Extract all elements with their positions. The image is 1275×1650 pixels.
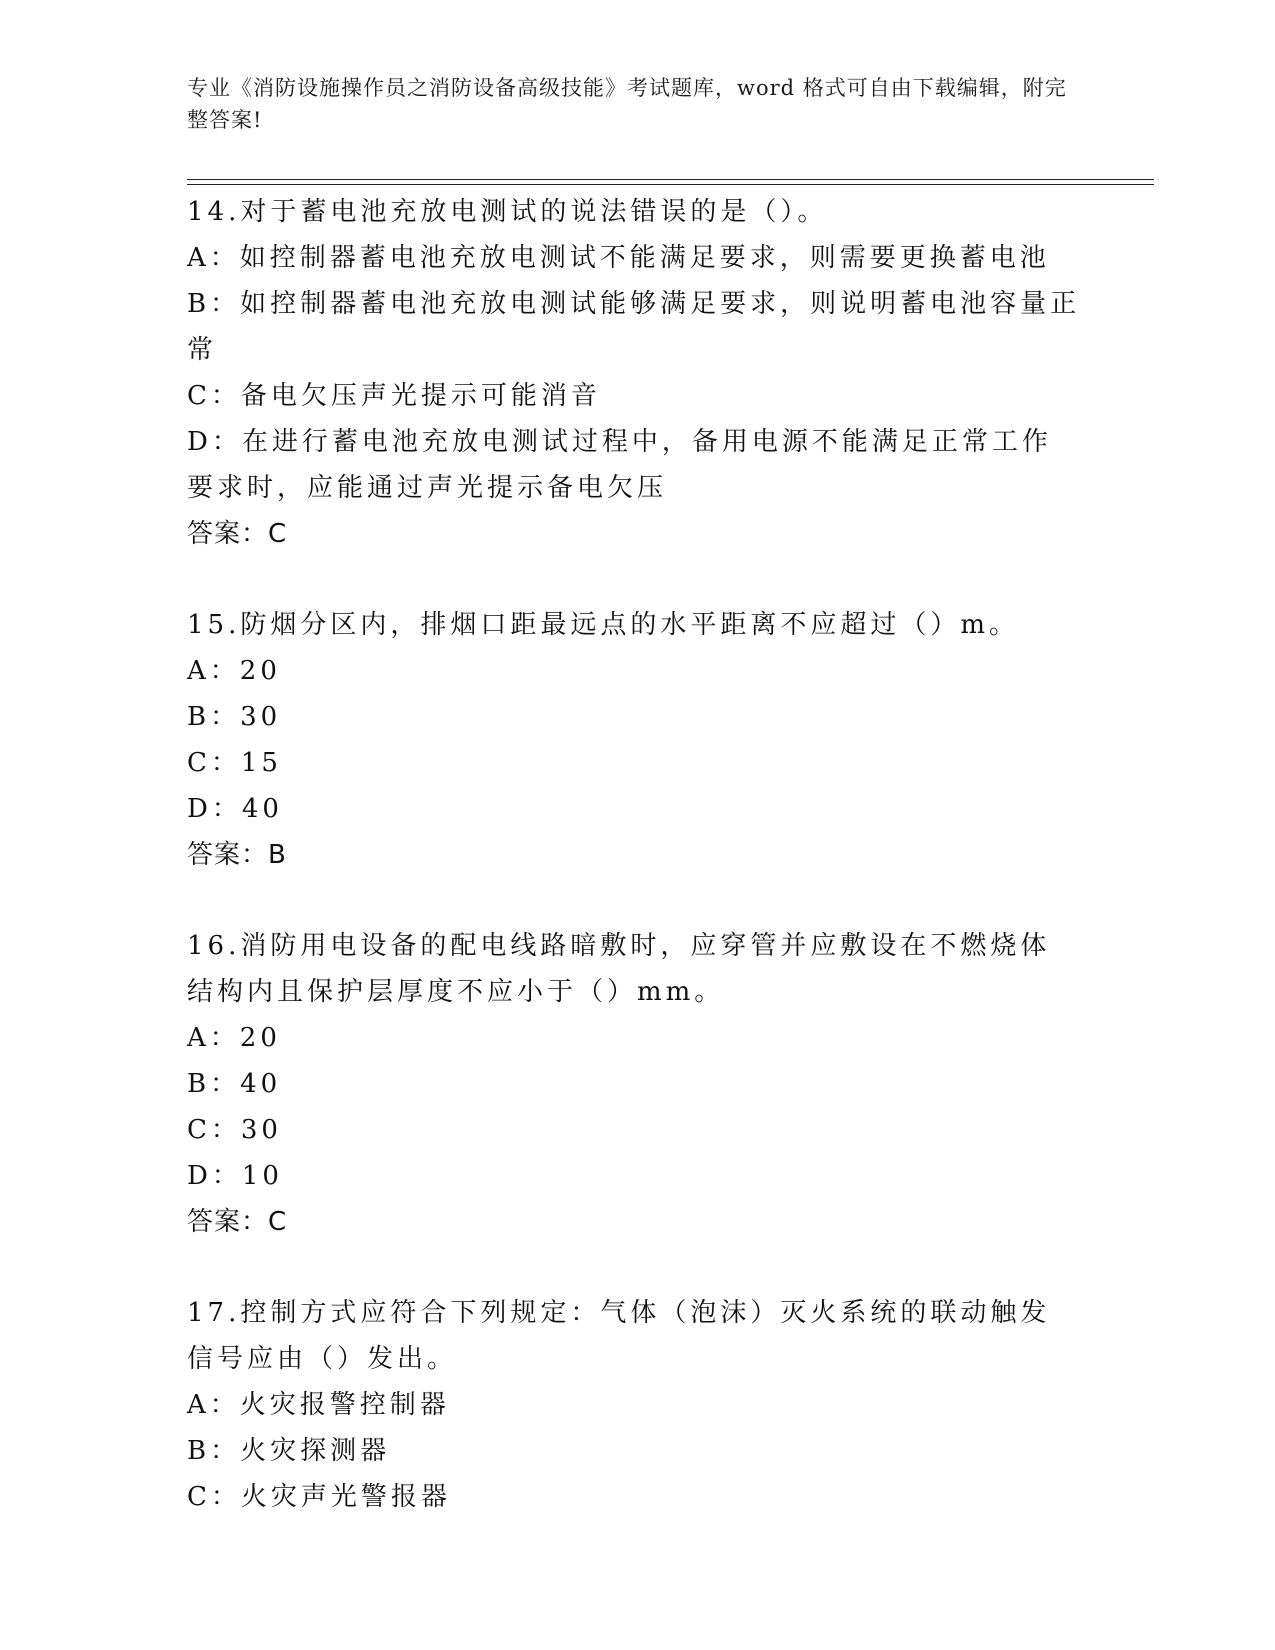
- option-c: C：备电欠压声光提示可能消音: [187, 381, 601, 411]
- option-d: D：10: [187, 1161, 283, 1191]
- option-b: B：如控制器蓄电池充放电测试能够满足要求，则说明蓄电池容量正常: [187, 289, 1081, 365]
- question-14: [187, 189, 1087, 557]
- option-b: B：40: [187, 1069, 282, 1099]
- option-a: A：火灾报警控制器: [187, 1390, 450, 1420]
- question-stem: 16.消防用电设备的配电线路暗敷时，应穿管并应敷设在不燃烧体结构内且保护层厚度不应小于（）mm。: [187, 931, 1051, 1007]
- question-stem: 14.对于蓄电池充放电测试的说法错误的是（）。: [187, 197, 828, 227]
- document-header: 专业《消防设施操作员之消防设备高级技能》考试题库，word 格式可自由下载编辑，附完整答案!: [187, 76, 1067, 132]
- option-a: A：20: [187, 656, 281, 686]
- question-stem: 17.控制方式应符合下列规定：气体（泡沫）灭火系统的联动触发信号应由（）发出。: [187, 1298, 1051, 1374]
- question-17: [187, 1290, 1087, 1520]
- answer-line: 答案：C: [187, 519, 288, 549]
- option-d: D：40: [187, 794, 283, 824]
- question-stem: 15.防烟分区内，排烟口距最远点的水平距离不应超过（）m。: [187, 610, 1020, 640]
- option-a: A：如控制器蓄电池充放电测试不能满足要求，则需要更换蓄电池: [187, 243, 1050, 273]
- header-divider-bottom: [187, 184, 1154, 185]
- option-c: C：30: [187, 1115, 282, 1145]
- question-15: [187, 602, 1087, 878]
- option-c: C：火灾声光警报器: [187, 1482, 451, 1512]
- question-16: [187, 923, 1087, 1245]
- answer-line: 答案：C: [187, 1207, 288, 1237]
- option-a: A：20: [187, 1023, 281, 1053]
- option-b: B：火灾探测器: [187, 1436, 391, 1466]
- option-d: D：在进行蓄电池充放电测试过程中，备用电源不能满足正常工作要求时，应能通过声光提示备电欠压: [187, 427, 1052, 503]
- answer-line: 答案：B: [187, 840, 287, 870]
- option-c: C：15: [187, 748, 282, 778]
- option-b: B：30: [187, 702, 282, 732]
- question-list: [187, 189, 1087, 1565]
- header-divider-top: [187, 179, 1154, 180]
